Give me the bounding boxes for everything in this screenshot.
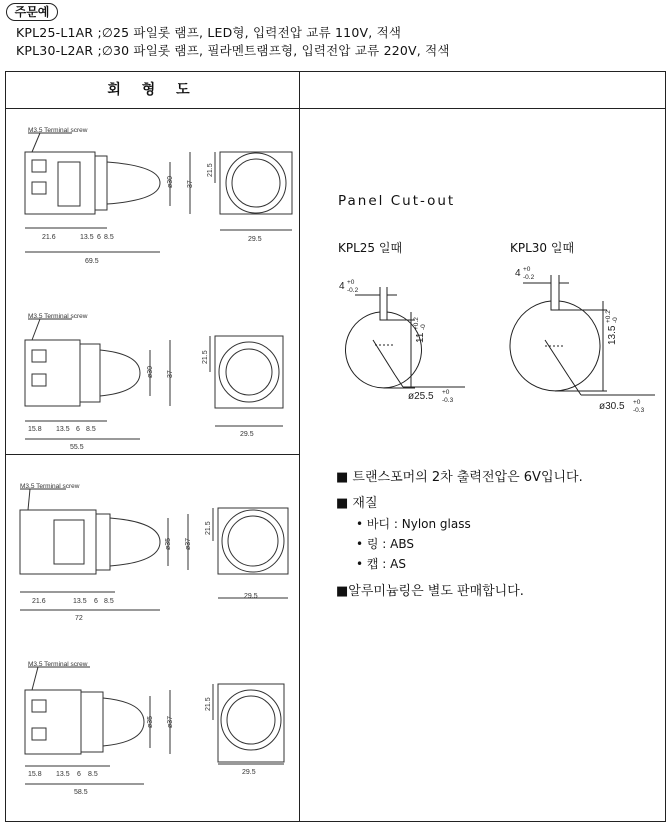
order-example-line-2: KPL30-L2AR ;∅30 파일롯 램프, 필라멘트램프형, 입력전압 교류 220V, 적색: [16, 43, 450, 58]
outline-drawing-1: [10, 122, 295, 272]
cutout25-depth: 11: [415, 332, 426, 343]
dim-w1: 15.8: [28, 771, 42, 778]
dim-diameter: ø35: [165, 537, 172, 550]
terminal-screw-label: M3.5 Terminal screw: [20, 483, 80, 490]
cutout30-depth-tol-up: +0.2: [605, 310, 612, 323]
dim-w1: 21.6: [42, 234, 56, 241]
dim-diameter: ø30: [147, 365, 154, 378]
dim-w4: 8.5: [86, 426, 96, 433]
material-cap: • 캡 : AS: [356, 557, 406, 571]
dim-height: ø37: [167, 715, 174, 728]
cutout30-slot: 4: [515, 268, 521, 279]
order-example-line-1: KPL25-L1AR ;∅25 파일롯 램프, LED형, 입력전압 교류 110V, 적색: [16, 25, 402, 40]
header-outline-drawing: 회 형 도: [6, 72, 300, 109]
dim-diameter: ø35: [147, 715, 154, 728]
cutout30-slot-tol-dn: -0.2: [523, 274, 535, 281]
cutout30-dia: ø30.5: [599, 401, 625, 412]
cutout30-depth: 13.5: [607, 325, 618, 345]
terminal-screw-label: M3.5 Terminal screw: [28, 313, 88, 320]
cutout30-dia-tol-dn: -0.3: [633, 407, 645, 414]
header-right-empty: [299, 72, 665, 109]
cutout-kpl30-label: KPL30 일때: [510, 241, 575, 255]
outline-drawing-2: [10, 306, 295, 451]
dim-height: ø37: [185, 537, 192, 550]
cutout30-slot-tol-up: +0: [523, 266, 531, 273]
dim-side-h: 21.5: [202, 350, 209, 364]
dim-side-w: 29.5: [242, 769, 256, 776]
dim-total: 55.5: [70, 444, 84, 451]
dim-w3: 6: [97, 234, 101, 241]
dim-w4: 8.5: [104, 598, 114, 605]
cutout25-depth-tol-up: +0.2: [413, 317, 420, 330]
dim-side-h: 21.5: [205, 521, 212, 535]
dim-w4: 8.5: [104, 234, 114, 241]
dim-total: 72: [75, 615, 83, 620]
note-transformer: ■ 트랜스포머의 2차 출력전압은 6V입니다.: [336, 470, 583, 485]
cutout30-dia-tol-up: +0: [633, 399, 641, 406]
dim-w4: 8.5: [88, 771, 98, 778]
dim-total: 69.5: [85, 258, 99, 265]
cutout30-depth-tol-dn: -0: [612, 317, 619, 323]
cutout-kpl25-drawing: [325, 265, 475, 410]
material-body: • 바디 : Nylon glass: [356, 517, 471, 531]
cutout25-slot-tol-dn: -0.2: [347, 287, 359, 294]
cutout25-dia-tol-up: +0: [442, 389, 450, 396]
dim-w1: 21.6: [32, 598, 46, 605]
dim-w3: 6: [94, 598, 98, 605]
cutout25-dia-tol-dn: -0.3: [442, 397, 454, 404]
panel-cutout-title: Panel Cut-out: [338, 193, 456, 209]
dim-w2: 13.5: [73, 598, 87, 605]
dim-height: 37: [187, 180, 194, 188]
dim-w1: 15.8: [28, 426, 42, 433]
cutout25-dia: ø25.5: [408, 391, 434, 402]
terminal-screw-label: M3.5 Terminal screw: [28, 661, 88, 668]
note-aluminum-ring: ■알루미늄링은 별도 판매합니다.: [336, 584, 524, 599]
dim-side-h: 21.5: [207, 163, 214, 177]
cutout-kpl25-label: KPL25 일때: [338, 241, 403, 255]
cutout-kpl30-drawing: [495, 255, 665, 420]
terminal-screw-label: M3.5 Terminal screw: [28, 127, 88, 134]
dim-side-h: 21.5: [205, 697, 212, 711]
dim-side-w: 29.5: [240, 431, 254, 438]
order-example-badge: 주문예: [6, 3, 58, 21]
cutout25-depth-tol-dn: -0: [420, 324, 427, 330]
cutout25-slot: 4: [339, 281, 345, 292]
outline-drawing-4: [10, 656, 295, 796]
cutout25-slot-tol-up: +0: [347, 279, 355, 286]
dim-diameter: ø30: [167, 175, 174, 188]
dim-w3: 6: [76, 426, 80, 433]
dim-w3: 6: [77, 771, 81, 778]
outline-drawing-3: [10, 480, 295, 620]
material-ring: • 링 : ABS: [356, 537, 415, 551]
dim-side-w: 29.5: [248, 236, 262, 243]
dim-w2: 13.5: [80, 234, 94, 241]
dim-height: 37: [167, 370, 174, 378]
row-divider: [6, 454, 299, 455]
note-material-heading: ■ 재질: [336, 496, 378, 511]
column-divider: [299, 108, 300, 821]
dim-w2: 13.5: [56, 771, 70, 778]
dim-total: 58.5: [74, 789, 88, 796]
dim-w2: 13.5: [56, 426, 70, 433]
dim-side-w: 29.5: [244, 593, 258, 600]
